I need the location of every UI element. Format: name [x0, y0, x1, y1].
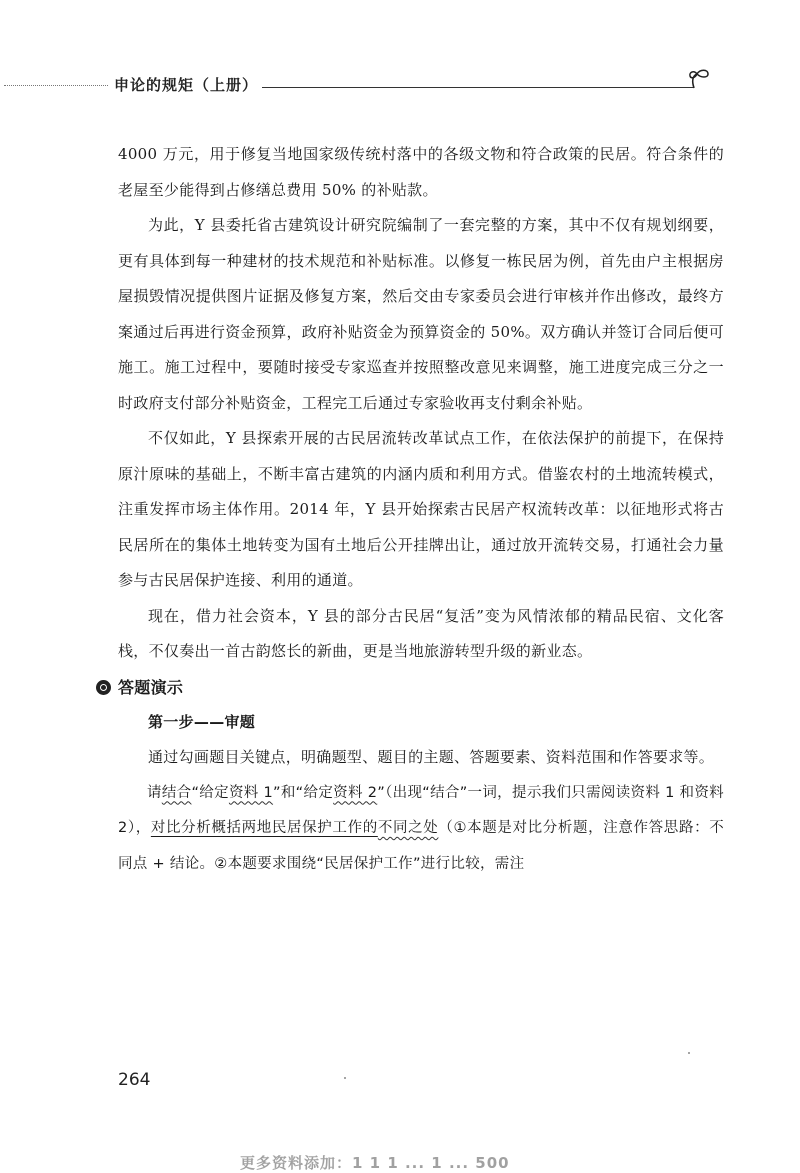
paragraph-2: 为此，Y 县委托省古建筑设计研究院编制了一套完整的方案，其中不仅有规划纲要，更有具体到每一种建材的技术规范和补贴标准。以修复一栋民居为例，首先由户主根据房屋损毁情况提供图片证据及修复方案，然后交由专家委员会进行审核并作出修改，最终方案通过后再进行资金预算，政府补贴资金为预算资金的 50%。双方确认并签订合同后便可施工。施工过程中，要随时接受专家巡查并按照整改意见来调整，施工进度完成三分之一时政府支付部分补贴资金，工程完工后通过专家验收再支付剩余补贴。	[118, 216, 724, 412]
paragraph-4: 现在，借力社会资本，Y 县的部分古民居“复活”变为风情浓郁的精品民宿、文化客栈，不仅奏出一首古韵悠长的新曲，更是当地旅游转型升级的新业态。	[118, 606, 724, 660]
header-title: 申论的规矩（上册）	[114, 76, 259, 94]
q-keyword-differences: 不同之处	[377, 820, 439, 836]
paragraph-1: 4000 万元，用于修复当地国家级传统村落中的各级文物和符合政策的民居。符合条件的老屋至少能得到占修缮总费用 50% 的补贴款。	[118, 145, 724, 199]
step-heading: 第一步——审题	[148, 712, 256, 731]
q-text-3: “给定	[191, 784, 229, 801]
footer-bleed-text: 更多资料添加：1 1 1 ... 1 ... 500	[240, 1154, 510, 1172]
section-bullet-icon	[96, 680, 111, 695]
q-keyword-combine: 结合	[161, 784, 192, 801]
page-number: 264	[118, 1070, 151, 1090]
header-dotted-rule	[4, 85, 108, 86]
sprout-icon	[686, 66, 716, 96]
scan-speck	[344, 1077, 346, 1079]
section-heading	[96, 670, 724, 705]
scan-speck	[688, 1052, 690, 1054]
header-rule	[262, 87, 694, 88]
q-text-5: ”和“给定	[273, 784, 334, 801]
q-keyword-material-2: 资料 2	[333, 784, 378, 801]
question-paragraph	[118, 776, 724, 883]
step-description: 通过勾画题目关键点，明确题型、题目的主题、答题要素、资料范围和作答要求等。	[148, 748, 715, 766]
q-text-10: （①本题是对比分析题，注意作答思路：不同点 + 结论。②本题要求围绕“民居保护工作”进行比较，需注	[118, 820, 724, 872]
body-text	[118, 137, 724, 882]
q-keyword-material-1: 资料 1	[228, 784, 274, 801]
q-text-7: ”（出现“结合”一词，提示我们只需阅读资料 1 和资料 2），	[118, 784, 724, 836]
q-keyword-task: 对比分析概括两地民居保护工作的	[150, 820, 378, 836]
section-title: 答题演示	[118, 677, 184, 697]
paragraph-3: 不仅如此，Y 县探索开展的古民居流转改革试点工作，在依法保护的前提下，在保持原汁原味的基础上，不断丰富古建筑的内涵内质和利用方式。借鉴农村的土地流转模式，注重发挥市场主体作用。2014 年，Y 县开始探索古民居产权流转改革：以征地形式将古民居所在的集体土地转变为国有土地后公开挂牌出让，通过放开流转交易，打通社会力量参与古民居保护连接、利用的通道。	[118, 429, 724, 589]
q-text-1: 请	[147, 784, 162, 801]
running-header	[0, 66, 800, 100]
